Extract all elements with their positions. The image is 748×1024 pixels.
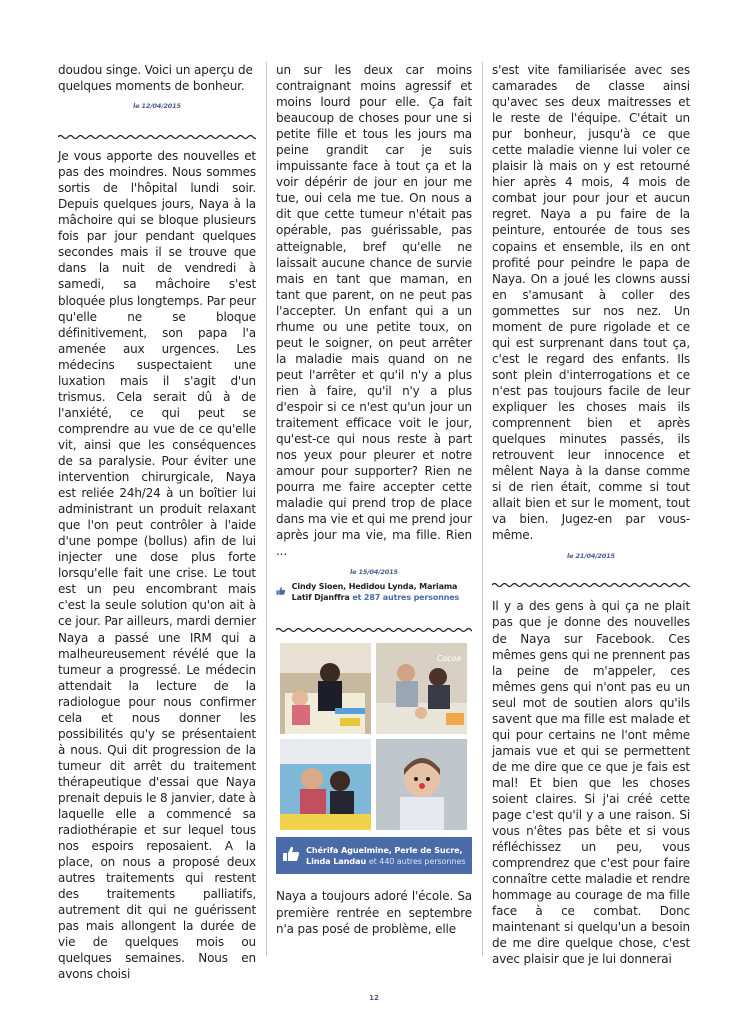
column2-bottom-text: Naya a toujours adoré l'école. Sa première rentrée en septembre n'a pas posé de problème, elle — [276, 889, 472, 936]
photo-classroom-group[interactable] — [376, 643, 467, 734]
column-1 — [58, 62, 256, 983]
page-number: 12 — [369, 994, 379, 1002]
column3-main-text: s'est vite familiarisée avec ses camarades de classe ainsi qu'avec ses deux maitresses et le reste de l'équipe. C'était un pur bonheur, jusqu'à ce que cette maladie vienne lui voler ce plaisir là mais on y est retourné hier après 4 mois, 4 mois de combat jour pour jour et aucun regret. Naya a pu faire de la peinture, entourée de tous ses copains et ensemble, ils en ont profité pour peindre le papa de Naya. On a joué les clowns aussi en s'amusant à coller des gommettes sur nos nez. Un moment de pure rigolade et ce qui est surprenant dans tout ça, c'est le regard des enfants. Ils sont plein d'interrogations et ce n'est pas toujours facile de leur expliquer les choses mais ils comprennent bien et après quelques minutes passés, ils retrouvent leur innocence et mêlent Naya à la danse comme si de rien était, comme si tout allait bien et sur le moment, tout va bien. Jugez-en par vous-même. — [492, 63, 690, 543]
thumbs-up-icon — [276, 582, 286, 600]
likes-summary — [276, 582, 472, 603]
column2-main-text: un sur les deux car moins contraignant moins agressif et moins lourd pour elle. Ça fait beaucoup de choses pour une si petite fille et tous les jours ma peine grandit car je suis impuissante face à tout ça et la voir dépérir de jour en jour me tue, oui cela me tue. On nous a dit que cette tumeur n'était pas opérable, pas guérissable, pas atteignable, bref qu'elle ne laissait aucune chance de survie mais en tant que maman, en tant que parent, on ne peut pas l'accepter. Un enfant qui a un rhume ou une petite toux, on peut le soigner, on peut arrêter la maladie mais quand on ne peut l'arrêter et qu'il n'y a plus rien à faire, qu'il n'y a plus d'espoir si ce n'est qu'un jour un traitement efficace voit le jour, qu'est-ce qui nous reste à part nos yeux pour pleurer et notre amour pour supporter? Rien ne pourra me faire accepter cette maladie qui prend trop de place dans ma vie et qui me prend jour après jour ma vie, ma fille. Rien ... — [276, 63, 472, 559]
column1-main-text: Je vous apporte des nouvelles et pas des moindres. Nous sommes sortis de l'hôpital lundi soir. Depuis quelques jours, Naya à la mâchoire qui se bloque plusieurs fois par jour pendant quelques secondes mais il se trouve que dans la nuit de vendredi à samedi, sa mâchoire s'est bloquée plus longtemps. Par peur qu'elle ne se bloque définitivement, son papa l'a amenée aux urgences. Les médecins suspectaient une luxation mais il s'agit d'un trismus. Cela serait dû à de l'anxiété, ce qui peut se comprendre au vue de ce qu'elle vit, ainsi que les conséquences de sa paralysie. Pour éviter une intervention chirurgicale, Naya est reliée 24h/24 à un boîtier lui administrant un produit relaxant que l'on peut contrôler à l'aide d'une pompe (bollus) afin de lui injecter une dose plus forte lorsqu'elle fait une crise. Le tout est un peu encombrant mais c'est la seule solution qu'on ait à ce jour. Par ailleurs, mardi dernier Naya a passé une IRM qui a malheureusement révélé que la tumeur a progressé. Le médecin attendait la lecture de la radiologue pour nous confirmer cela et nous donner les possibilités qu'y se présentaient à nous. Qui dit progression de la tumeur dit arrêt du traitement thérapeutique d'essai que Naya prenait depuis le 8 janvier, date à laquelle elle a commencé sa radiothérapie et sur lequel tous nos espoirs reposaient. A la place, on nous a proposé deux autres traitements qui restent des traitements palliatifs, autrement dit qui ne guérissent pas mais allongent la durée de vie de quelques mois ou quelques semaines. Nous en avons choisi — [58, 149, 256, 982]
likes-names: Cindy Sioen, Hedidou Lynda, Mariama Latif Djanffra — [291, 582, 458, 602]
photo-naya-close-up[interactable] — [376, 739, 467, 830]
post-date: le 12/04/2015 — [133, 102, 181, 111]
column-divider-left — [266, 62, 267, 956]
photo-painting-class[interactable] — [280, 643, 371, 734]
squiggle-divider — [58, 132, 256, 142]
photo-clown-noses[interactable] — [280, 739, 371, 830]
column1-top-text: doudou singe. Voici un aperçu de quelques moments de bonheur. — [58, 63, 253, 94]
post-date: le 15/04/2015 — [350, 568, 398, 577]
squiggle-divider — [276, 625, 472, 635]
photo-collage — [280, 643, 472, 830]
likes-card — [276, 837, 472, 874]
thumbs-up-icon — [282, 845, 300, 863]
likes-names: Chérifa Aguelmine, Perle de Sucre, Linda Landau — [306, 845, 463, 866]
column3-bottom-text: Il y a des gens à qui ça ne plait pas que je donne des nouvelles de Naya sur Facebook. Ces mêmes gens qui ne prennent pas la peine de m'appeler, ces mêmes gens qui n'ont pas eu un seul mot de soutien alors qu'ils savent que ma fille est malade et qui pour certains ne l'ont même jamais vue et qui se permettent de me dire que ce que je fais est mal! Et bien que les choses soient claires. Si j'ai créé cette page c'est qu'il y a une raison. Si vous n'êtes pas bête et si vous réfléchissez un peu, vous comprendrez que c'est pour faire connaître cette maladie et rendre hommage au courage de ma fille face à ce combat. Donc maintenant si quelqu'un a besoin de me dire quelque chose, c'est avec plaisir que je lui donnerai — [492, 599, 690, 967]
column-divider-right — [482, 62, 483, 956]
post-date: le 21/04/2015 — [567, 552, 615, 561]
column-2 — [276, 62, 472, 937]
photo-watermark: Cocoa — [437, 654, 461, 664]
squiggle-divider — [492, 580, 690, 590]
likes-others-link[interactable]: et 287 autres personnes — [352, 592, 460, 602]
likes-others-link[interactable]: et 440 autres personnes — [368, 855, 466, 866]
column-3 — [492, 62, 690, 967]
